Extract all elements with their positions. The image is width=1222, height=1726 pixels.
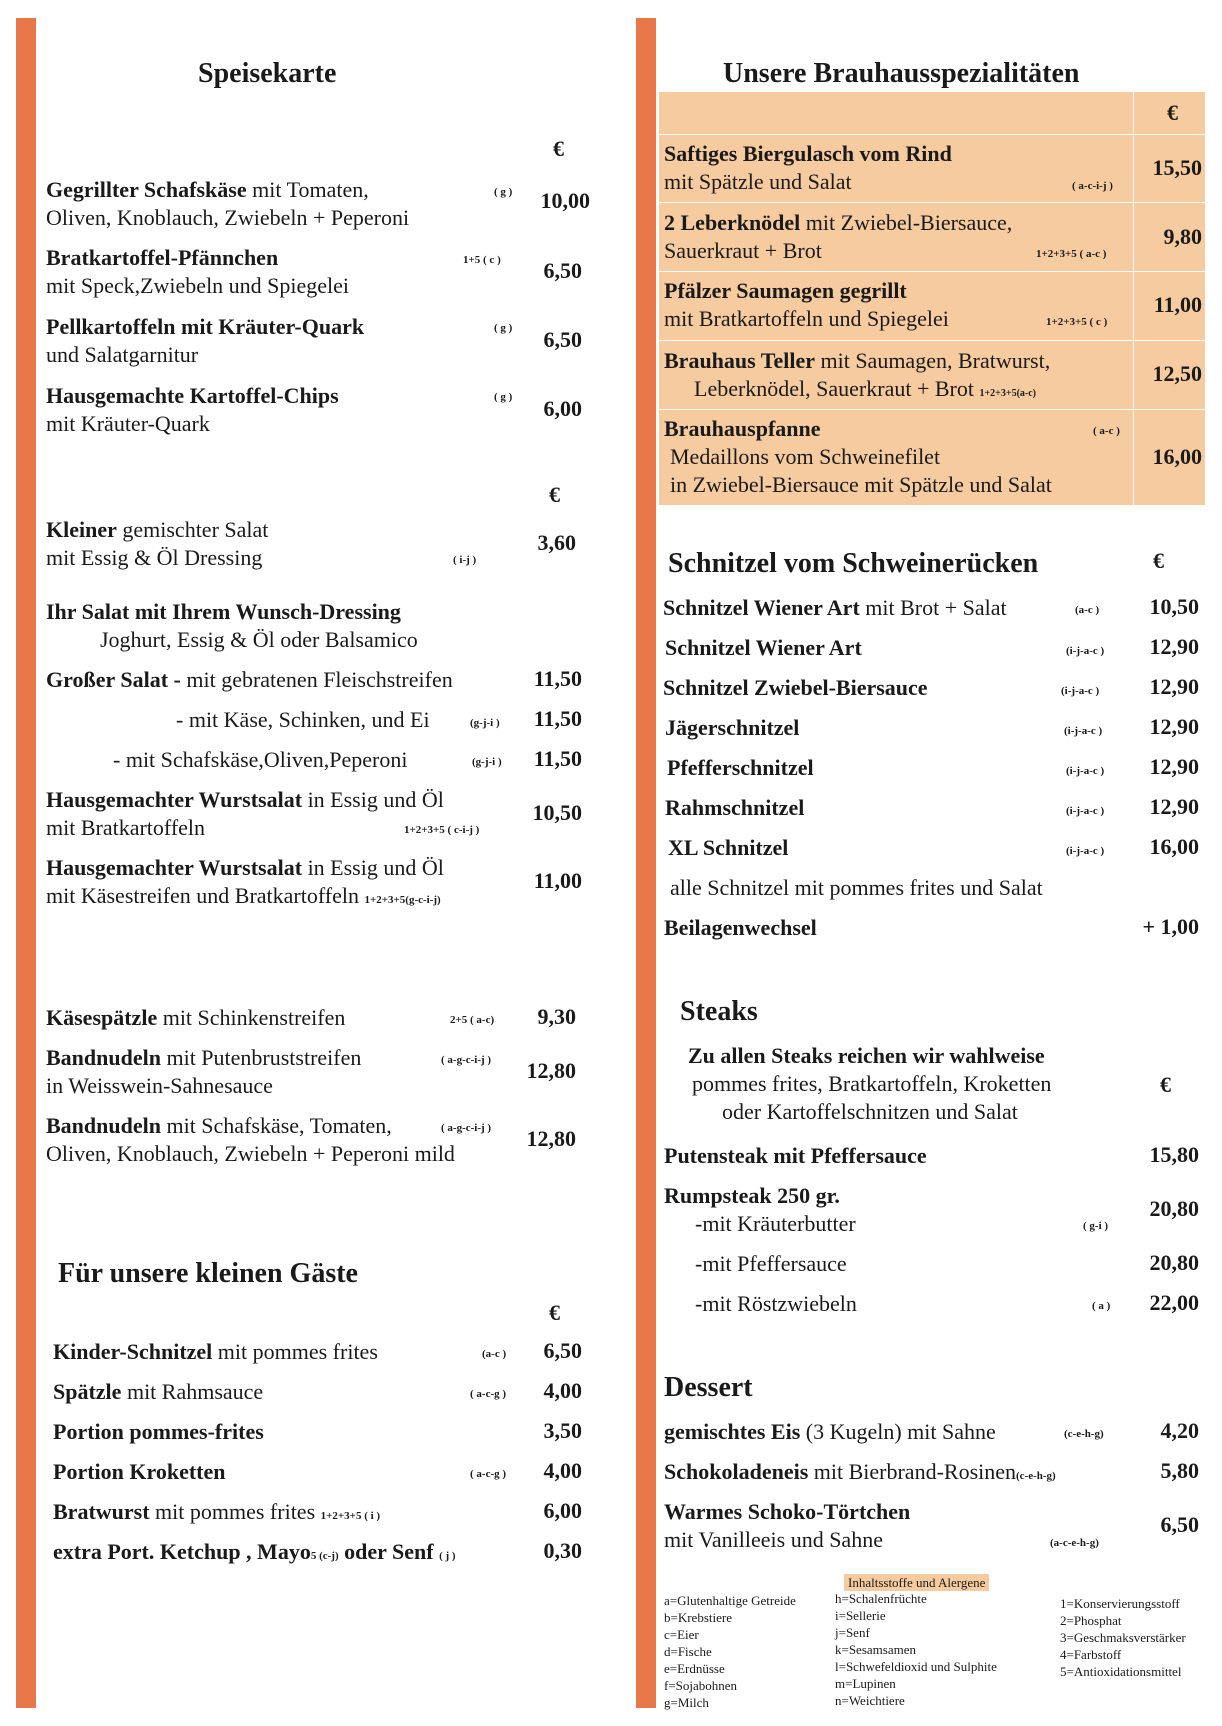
page-title: Speisekarte — [198, 58, 337, 89]
steaks-intro: oder Kartoffelschnitzen und Salat — [722, 1099, 1018, 1124]
schnitzel-note: alle Schnitzel mit pommes frites und Salat — [670, 875, 1043, 900]
allergen-legend-title: Inhaltsstoffe und Alergene — [844, 1574, 989, 1592]
table-row-divider — [659, 271, 1205, 272]
allergen-legend-col2: h=Schalenfrüchte i=Sellerie j=Senf k=Sesamsamen l=Schwefeldioxid und Sulphite m=Lupinen n=Weichtiere — [835, 1591, 997, 1708]
side-change-label: Beilagenwechsel — [664, 915, 817, 940]
table-row-divider — [659, 340, 1205, 341]
rumpsteak-title: Rumpsteak 250 gr. — [664, 1183, 840, 1208]
currency-header-specialties: € — [1167, 100, 1178, 125]
schnitzel-section-title: Schnitzel vom Schweinerücken — [668, 548, 1039, 579]
steaks-section-title: Steaks — [680, 996, 758, 1027]
wish-salad-title: Ihr Salat mit Ihrem Wunsch-Dressing — [46, 599, 401, 624]
steaks-intro: Zu allen Steaks reichen wir wahlweise — [688, 1043, 1045, 1068]
wish-salad-dressings: Joghurt, Essig & Öl oder Balsamico — [100, 627, 418, 652]
side-change-price: + 1,00 — [1142, 914, 1199, 939]
kids-section-title: Für unsere kleinen Gäste — [58, 1258, 358, 1289]
left-accent-bar — [16, 18, 36, 1708]
table-row-divider — [659, 409, 1205, 410]
currency-header-kids: € — [549, 1300, 560, 1325]
currency-header-steaks: € — [1160, 1072, 1171, 1097]
currency-header-salads: € — [549, 482, 560, 507]
currency-header-schnitzel: € — [1153, 548, 1164, 573]
allergen-legend-col3: 1=Konservierungsstoff 2=Phosphat 3=Geschmaksverstärker 4=Farbstoff 5=Antioxidationsmittel — [1060, 1596, 1186, 1679]
steaks-intro: pommes frites, Bratkartoffeln, Kroketten — [692, 1071, 1052, 1096]
currency-header-starters: € — [553, 136, 564, 161]
dessert-section-title: Dessert — [664, 1372, 753, 1403]
right-accent-bar — [636, 18, 656, 1708]
table-row-divider — [659, 134, 1205, 135]
table-row-divider — [659, 202, 1205, 203]
allergen-legend-col1: a=Glutenhaltige Getreide b=Krebstiere c=Eier d=Fische e=Erdnüsse f=Sojabohnen g=Milch — [664, 1593, 796, 1710]
specialties-title: Unsere Brauhausspezialitäten — [723, 58, 1080, 89]
